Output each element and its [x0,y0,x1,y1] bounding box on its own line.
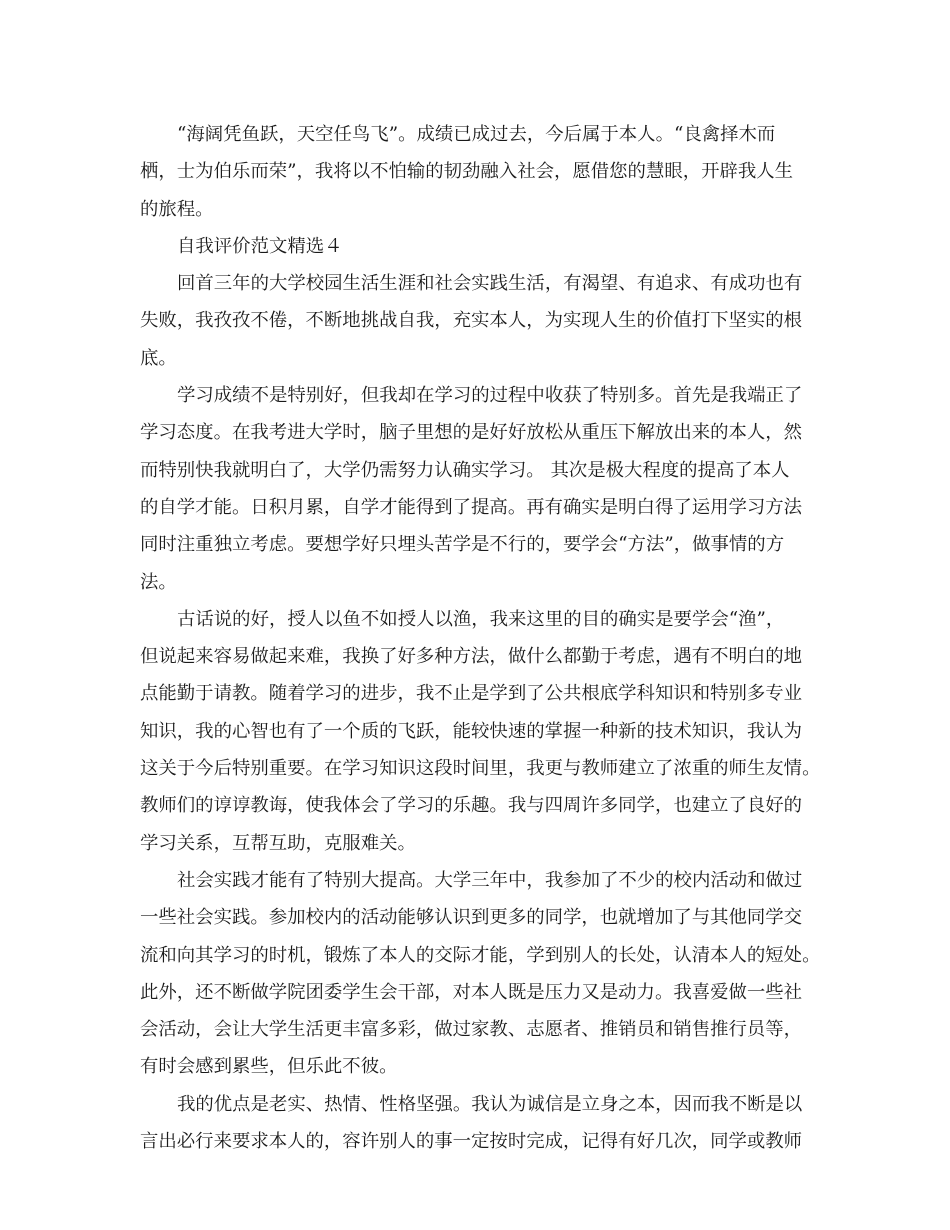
text-line: 栖，士为伯乐而荣”，我将以不怕输的韧劲融入社会，愿借您的慧眼，开辟我人生 [140,161,794,183]
text-line: 的旅程。 [140,198,214,220]
text-line: “海阔凭鱼跃，天空任鸟飞”。成绩已成过去，今后属于本人。“良禽择木而 [177,124,776,145]
text-line: 教师们的谆谆教诲，使我体会了学习的乐趣。我与四周许多同学，也建立了良好的 [140,795,803,817]
text-line: 同时注重独立考虑。要想学好只埋头苦学是不行的，要学会“方法”，做事情的方 [140,534,785,556]
text-line: 知识，我的心智也有了一个质的飞跃，能较快速的掌握一种新的技术知识，我认为 [140,720,803,742]
text-line: 此外，还不断做学院团委学生会干部，对本人既是压力又是动力。我喜爱做一些社 [140,981,803,1003]
text-line: 但说起来容易做起来难，我换了好多种方法，做什么都勤于考虑，遇有不明白的地 [140,646,803,668]
text-line: 一些社会实践。参加校内的活动能够认识到更多的同学，也就增加了与其他同学交 [140,907,803,929]
text-line: 而特别快我就明白了，大学仍需努力认确实学习。 其次是极大程度的提高了本人 [140,459,790,481]
text-line: 学习关系，互帮互助，克服难关。 [140,832,416,854]
text-line: 会活动，会让大学生活更丰富多彩，做过家教、志愿者、推销员和销售推行员等， [140,1019,803,1041]
text-line: 我的优点是老实、热情、性格坚强。我认为诚信是立身之本，因而我不断是以 [177,1093,803,1115]
text-line: 失败，我孜孜不倦，不断地挑战自我，充实本人，为实现人生的价值打下坚实的根 [140,310,803,332]
section-heading: 自我评价范文精选４ [177,235,343,257]
document-body [140,116,830,1160]
text-line: 学习成绩不是特别好，但我却在学习的过程中收获了特别多。首先是我端正了 [177,385,803,407]
text-line: 点能勤于请教。随着学习的进步，我不止是学到了公共根底学科知识和特别多专业 [140,683,803,705]
text-line: 法。 [140,571,177,593]
text-line: 言出必行来要求本人的，容许别人的事一定按时完成，记得有好几次，同学或教师 [140,1131,803,1153]
text-line: 社会实践才能有了特别大提高。大学三年中，我参加了不少的校内活动和做过 [177,869,803,891]
text-line: 学习态度。在我考进大学时，脑子里想的是好好放松从重压下解放出来的本人，然 [140,422,803,444]
text-line: 这关于今后特别重要。在学习知识这段时间里，我更与教师建立了浓重的师生友情。 [140,758,821,780]
text-line: 的自学才能。日积月累，自学才能得到了提高。再有确实是明白得了运用学习方法 [140,496,803,518]
text-line: 回首三年的大学校园生活生涯和社会实践生活，有渴望、有追求、有成功也有 [177,273,803,295]
text-line: 流和向其学习的时机，锻炼了本人的交际才能，学到别人的长处，认清本人的短处。 [140,944,821,966]
text-line: 底。 [140,347,177,369]
text-line: 古话说的好，授人以鱼不如授人以渔，我来这里的目的确实是要学会“渔”， [177,608,785,630]
text-line: 有时会感到累些，但乐此不彼。 [140,1056,398,1078]
